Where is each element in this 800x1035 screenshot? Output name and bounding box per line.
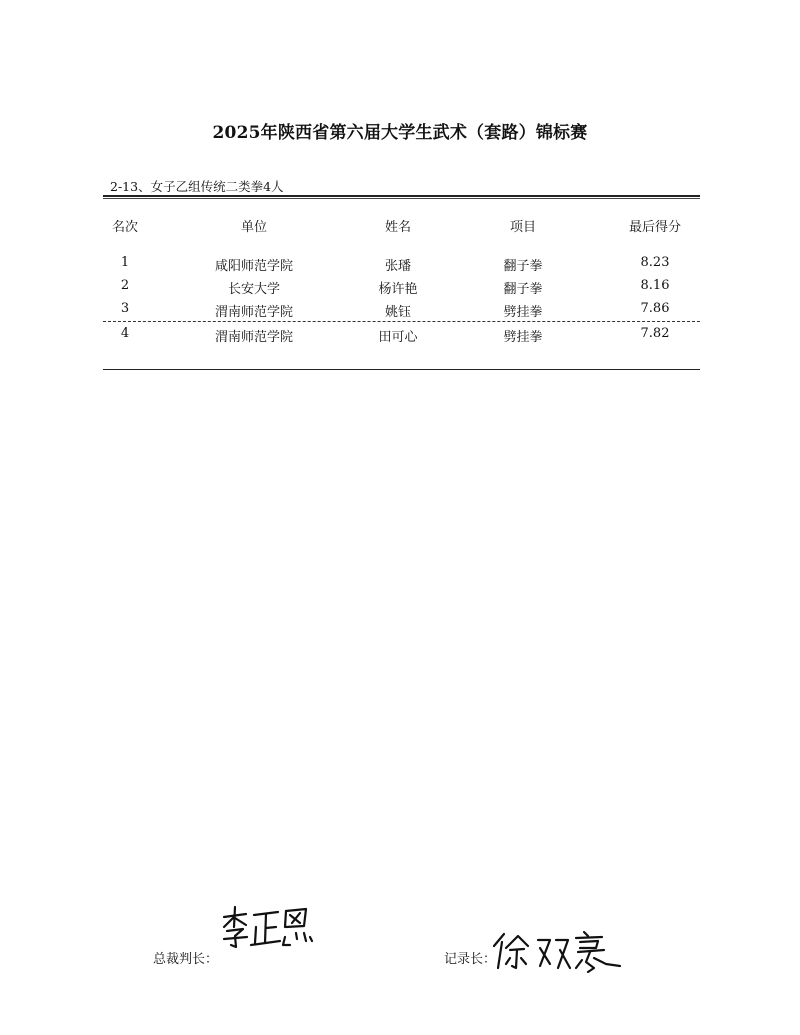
qualification-cutoff-line	[103, 321, 700, 322]
recorder-signature	[490, 928, 625, 973]
rank-cell: 3	[120, 301, 130, 316]
event-subtitle: 2-13、女子乙组传统二类拳4人	[110, 179, 284, 194]
name-cell: 张璠	[384, 259, 412, 274]
item-cell: 翻子拳	[503, 259, 543, 274]
document-title: 2025年陕西省第六届大学生武术（套路）锦标赛	[212, 123, 588, 143]
unit-cell: 长安大学	[227, 282, 281, 297]
table-row	[0, 301, 800, 321]
score-cell: 8.16	[640, 278, 670, 293]
item-cell: 劈挂拳	[503, 330, 543, 345]
item-cell: 翻子拳	[503, 282, 543, 297]
unit-cell: 渭南师范学院	[214, 330, 294, 345]
header-unit: 单位	[240, 220, 268, 235]
table-row	[0, 278, 800, 298]
table-bottom-rule	[103, 369, 700, 370]
score-cell: 7.82	[640, 326, 670, 341]
unit-cell: 咸阳师范学院	[214, 259, 294, 274]
table-top-rule-thin	[103, 198, 700, 199]
item-cell: 劈挂拳	[503, 305, 543, 320]
name-cell: 杨许艳	[378, 282, 418, 297]
name-cell: 姚钰	[384, 305, 412, 320]
table-header	[0, 216, 800, 236]
rank-cell: 2	[120, 278, 130, 293]
header-score: 最后得分	[628, 220, 682, 235]
table-row	[0, 255, 800, 275]
rank-cell: 1	[120, 255, 130, 270]
score-cell: 7.86	[640, 301, 670, 316]
chief-judge-label: 总裁判长：	[153, 952, 219, 967]
rank-cell: 4	[120, 326, 130, 341]
recorder-label: 记录长：	[444, 952, 497, 967]
unit-cell: 渭南师范学院	[214, 305, 294, 320]
chief-judge-signature	[218, 903, 318, 953]
header-name: 姓名	[384, 220, 412, 235]
table-top-rule	[103, 195, 700, 197]
table-row	[0, 326, 800, 346]
header-item: 项目	[509, 220, 537, 235]
name-cell: 田可心	[378, 330, 418, 345]
score-cell: 8.23	[640, 255, 670, 270]
header-rank: 名次	[111, 220, 139, 235]
